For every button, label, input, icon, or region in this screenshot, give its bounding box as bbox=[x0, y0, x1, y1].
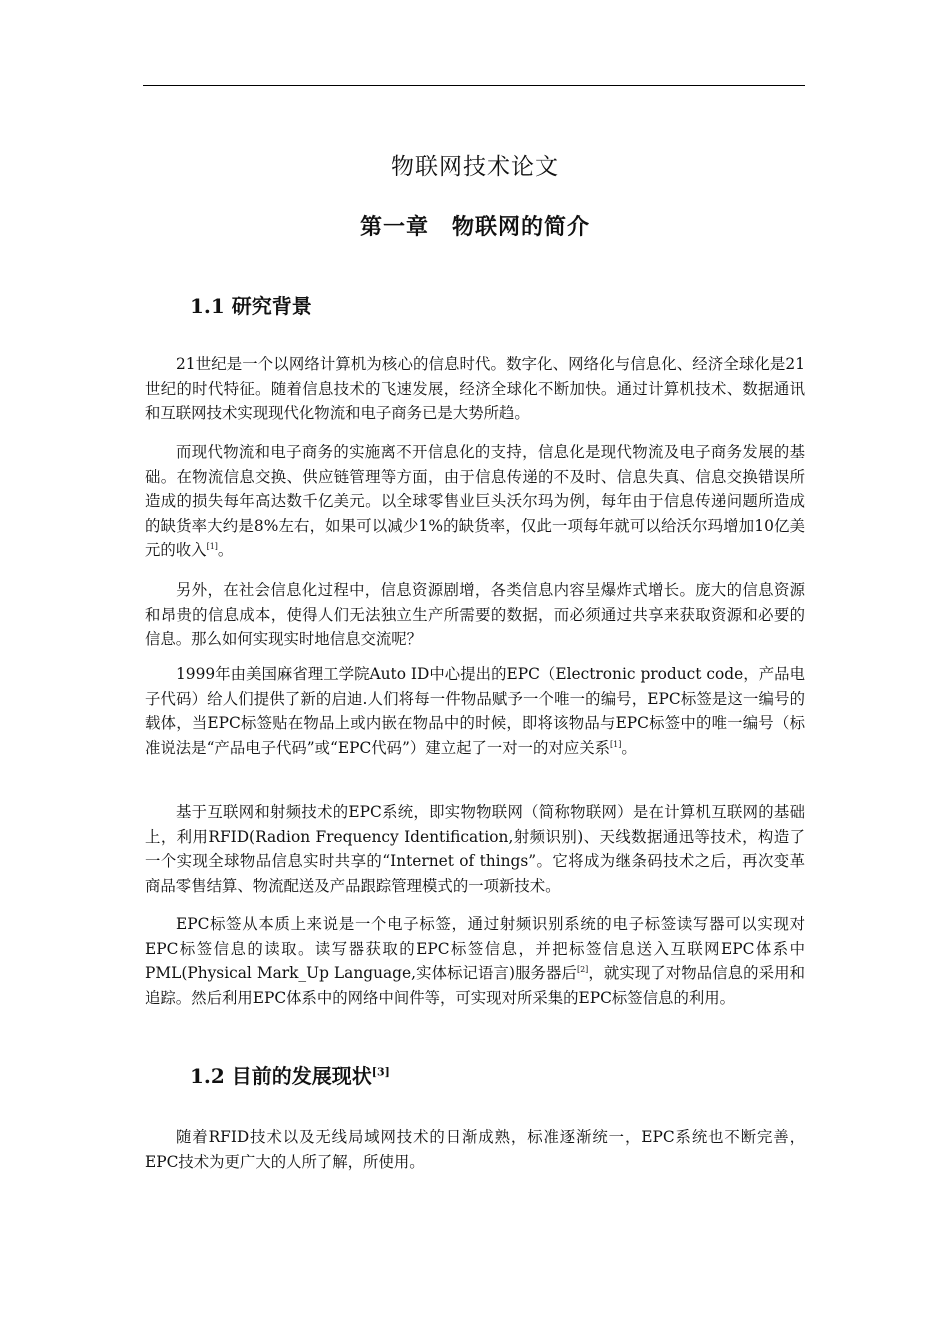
citation-ref: [1] bbox=[206, 541, 218, 551]
section-heading-1-2 bbox=[190, 1060, 390, 1089]
paragraph: 随着RFID技术以及无线局域网技术的日渐成熟，标准逐渐统一，EPC系统也不断完善，EPC技术为更广大的人所了解，所使用。 bbox=[145, 1128, 805, 1171]
paragraph-text: EPC标签从本质上来说是一个电子标签，通过射频识别系统的电子标签读写器可以实现对EPC标签信息的读取。读写器获取的EPC标签信息，并把标签信息送入互联网EPC体系中PML(Physical Mark_Up Language,实体标记语言)服务器后 bbox=[145, 915, 805, 982]
paragraph-end: 。 bbox=[217, 541, 234, 559]
paragraph-end: 。 bbox=[621, 738, 637, 757]
citation-ref: [3] bbox=[371, 1065, 390, 1079]
header-rule bbox=[143, 85, 805, 86]
paragraph: 基于互联网和射频技术的EPC系统，即实物物联网（简称物联网）是在计算机互联网的基础上，利用RFID(Radion Frequency Identification,射频识别)、天线数据通迅等技术，构造了一个实现全球物品信息实时共享的“Internet of things”。它将成为继条码技术之后，再次变革商品零售结算、物流配送及产品跟踪管理模式的一项新技术。 bbox=[145, 803, 805, 895]
paragraph-end: ，就实现了对物品信息的采用和追踪。然后利用EPC体系中的网络中间件等，可实现对所采集的EPC标签信息的利用。 bbox=[145, 964, 805, 1007]
paragraph-text: 1999年由美国麻省理工学院Auto ID中心提出的EPC（Electronic product code，产品电子代码）给人们提供了新的启迪.人们将每一件物品赋予一个唯一的编号，EPC标签是这一编号的载体，当EPC标签贴在物品上或内嵌在物品中的时候，即将该物品与EPC标签中的唯一编号（标准说法是“产品电子代码”或“EPC代码”）建立起了一对一的对应关系 bbox=[145, 665, 805, 757]
paragraph bbox=[145, 440, 805, 563]
section-heading-1-1: 1.1 研究背景 bbox=[190, 294, 312, 318]
chapter-title: 第一章 物联网的简介 bbox=[359, 214, 590, 240]
paragraph bbox=[145, 912, 805, 1010]
document-title: 物联网技术论文 bbox=[391, 154, 559, 180]
paragraph: 另外，在社会信息化过程中，信息资源剧增，各类信息内容呈爆炸式增长。庞大的信息资源和昂贵的信息成本，使得人们无法独立生产所需要的数据，而必须通过共享来获取资源和必要的信息。那么如何实现实时地信息交流呢？ bbox=[145, 581, 805, 648]
paragraph bbox=[145, 662, 805, 760]
citation-ref: [2] bbox=[576, 964, 589, 974]
paragraph-text: 而现代物流和电子商务的实施离不开信息化的支持，信息化是现代物流及电子商务发展的基础。在物流信息交换、供应链管理等方面，由于信息传递的不及时、信息失真、信息交换错误所造成的损失每年高达数千亿美元。以全球零售业巨头沃尔玛为例，每年由于信息传递问题所造成的缺货率大约是8%左右，如果可以减少1%的缺货率，仅此一项每年就可以给沃尔玛增加10亿美元的收入 bbox=[145, 443, 805, 559]
citation-ref: [1] bbox=[610, 739, 622, 749]
section-heading-text: 1.2 目前的发展现状 bbox=[190, 1064, 372, 1088]
paragraph: 21世纪是一个以网络计算机为核心的信息时代。数字化、网络化与信息化、经济全球化是21世纪的时代特征。随着信息技术的飞速发展，经济全球化不断加快。通过计算机技术、数据通讯和互联网技术实现现代化物流和电子商务已是大势所趋。 bbox=[145, 355, 805, 422]
